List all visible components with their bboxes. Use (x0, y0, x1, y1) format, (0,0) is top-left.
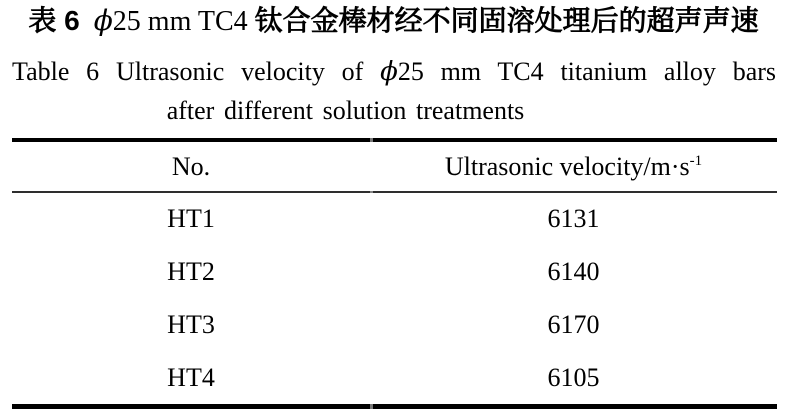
cell-velocity: 6105 (547, 362, 600, 392)
table-caption-en-line1 (12, 56, 776, 88)
header-cell-no: No. (171, 151, 211, 181)
table-number-en: Table 6 (12, 57, 100, 86)
header-cell-velocity (370, 152, 777, 182)
phi-symbol: ϕ (93, 4, 113, 37)
table-row (12, 351, 777, 404)
table-row (12, 299, 777, 352)
data-table (12, 138, 777, 409)
column-boundary-mark (370, 404, 373, 409)
caption-en-suffix: 25 mm TC4 titanium alloy bars (397, 57, 777, 86)
column-boundary-mark (370, 191, 373, 193)
table-header-row (12, 142, 777, 191)
table-caption-en-line2: after different solution treatments (166, 96, 525, 125)
table-row (12, 246, 777, 299)
column-boundary-mark (370, 138, 373, 142)
phi-symbol: ϕ (380, 57, 398, 87)
table-bottom-rule (12, 404, 777, 409)
caption-zh-latin: 25 mm TC4 (112, 6, 255, 37)
caption-en-prefix: Ultrasonic velocity of (115, 57, 381, 86)
table-number-zh: 表 6 (28, 5, 80, 36)
velocity-header-exponent: -1 (689, 152, 703, 169)
cell-no: HT3 (167, 309, 215, 339)
table-header-separator (12, 191, 777, 193)
cell-velocity: 6140 (547, 257, 600, 287)
cell-velocity: 6170 (547, 309, 600, 339)
table-top-rule (12, 138, 777, 142)
velocity-header-text: Ultrasonic velocity/m·s (444, 151, 690, 181)
table-caption-zh (0, 3, 787, 40)
cell-no: HT2 (167, 257, 215, 287)
table-row (12, 193, 777, 246)
cell-no: HT4 (167, 362, 215, 392)
cell-no: HT1 (167, 204, 215, 234)
table-body (12, 193, 777, 404)
cell-velocity: 6131 (547, 204, 600, 234)
caption-zh-text: 钛合金棒材经不同固溶处理后的超声声速 (254, 5, 759, 36)
